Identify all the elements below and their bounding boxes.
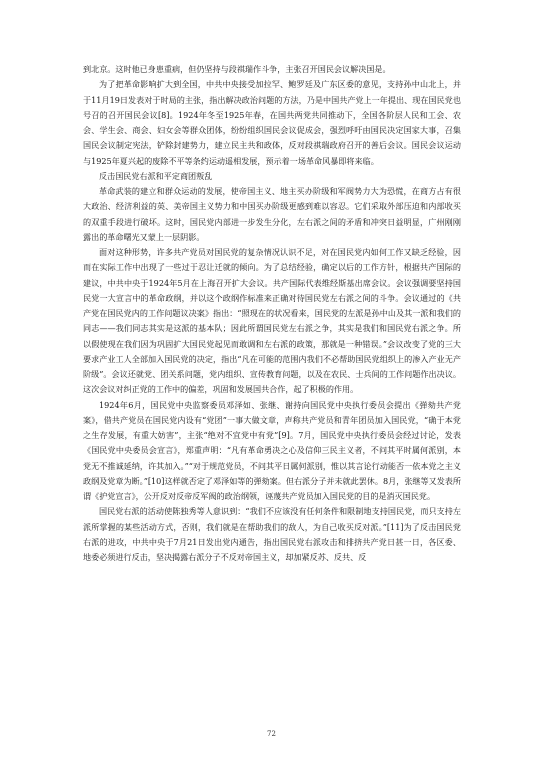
body-paragraph: 1924年6月，国民党中央监察委员邓泽如、张继、谢持向国民党中央执行委员会提出《弹劾共产党案》，借共产党员在国民党内设有“党团”一事大做文章，声称共产党员和青年团员加入国民党，“确于本党之生存发展，有重大妨害”，主张“绝对不宜党中有党”[9]。7月，国民党中央执行委员会经过讨论，发表《国民党中央委员会宣言》，郑重声明：“凡有革命勇决之心及信仰三民主义者，不问其平时属何派别，本党无不推诚延纳，许其加入。”“对于规范党员，不问其平日属何派别，惟以其言论行动能否一依本党之主义政纲及党章为断。”[10]这样就否定了邓泽如等的弹劾案。但右派分子并未就此罢休。8月，张继等又发表所谓《护党宣言》，公开反对反帝反军阀的政治纲领，诬蔑共产党员加入国民党的目的是消灭国民党。 — [83, 399, 461, 501]
body-paragraph: 国民党右派的活动使陈独秀等人意识到：“我们不应该没有任何条件和限制地支持国民党，而只支持左派所掌握的某些活动方式，否则，我们就是在帮助我们的敌人，为自己收买反对派。”[11]为了反击国民党右派的进攻，中共中央于7月21日发出党内通告，指出国民党右派攻击和排挤共产党日甚一日，各区委、地委必须进行反击，坚决揭露右派分子不反对帝国主义，却加紧反苏、反共、反 — [83, 506, 461, 562]
body-paragraph: 到北京。这时他已身患重病，但仍坚持与段祺瑞作斗争，主张召开国民会议解决国是。 — [83, 64, 391, 74]
document-body — [83, 62, 461, 565]
body-paragraph: 革命武装的建立和群众运动的发展，使帝国主义、地主买办阶级和军阀势力大为恐慌，在商方占有很大政治、经济利益的英、美帝国主义势力和中国买办阶级更感到难以容忍。它们采取外部压迫和内部收买的双重手段进行破坏。这时，国民党内部进一步发生分化，左右派之间的矛盾和冲突日益明显，广州刚刚露出的革命曙光又蒙上一层阴影。 — [83, 186, 461, 242]
body-paragraph: 面对这种形势，许多共产党员对国民党的复杂情况认识不足，对在国民党内如何工作又缺乏经验，因而在实际工作中出现了一些过于忍让迁就的倾向。为了总结经验，确定以后的工作方针，根据共产国际的建议，中共中央于1924年5月在上海召开扩大会议。共产国际代表维经斯基出席会议。会议强调要坚持国民党一大宣言中的革命政纲，并以这个政纲作标准来正确对待国民党左右派之间的斗争。会议通过的《共产党在国民党内的工作问题议决案》指出：“照现在的状况看来，国民党的左派是孙中山及其一派和我们的同志——我们同志其实是这派的基本队；因此所谓国民党左右派之争，其实是我们和国民党右派之争。所以假使现在我们因为巩固扩大国民党起见而敢调和左右派的政策，那就是一种错误。”会议改变了党的三大要求产业工人全部加入国民党的决定，指出“凡在可能的范围内我们不必帮助国民党组织上的渗入产业无产阶级”。会议还就党、团关系问题，党内组织、宣传教育问题，以及在农民、士兵间的工作问题作出决议。这次会议对纠正党的工作中的偏差，巩固和发展国共合作，起了积极的作用。 — [83, 247, 461, 395]
section-subheading: 反击国民党右派和平定商团叛乱 — [99, 170, 213, 181]
page-number: 72 — [267, 730, 276, 738]
body-paragraph: 为了把革命影响扩大到全国，中共中央接受加拉罕、鲍罗廷及广东区委的意见，支持孙中山北上，并于11月19日发表对于时局的主张，指出解决政治问题的方法，乃是中国共产党上一年提出、现在国民党也号召的召开国民会议[8]。1924年冬至1925年春，在国共两党共同推动下，全国各阶层人民和工会、农会、学生会、商会、妇女会等群众团体，纷纷组织国民会议促成会，强烈呼吁由国民决定国家大事，召集国民会议制定宪法，铲除封建势力，建立民主共和政体，反对段祺瑞政府召开的善后会议。国民会议运动与1925年夏兴起的废除不平等条约运动遥相发展，预示着一场革命风暴即将来临。 — [83, 79, 461, 166]
